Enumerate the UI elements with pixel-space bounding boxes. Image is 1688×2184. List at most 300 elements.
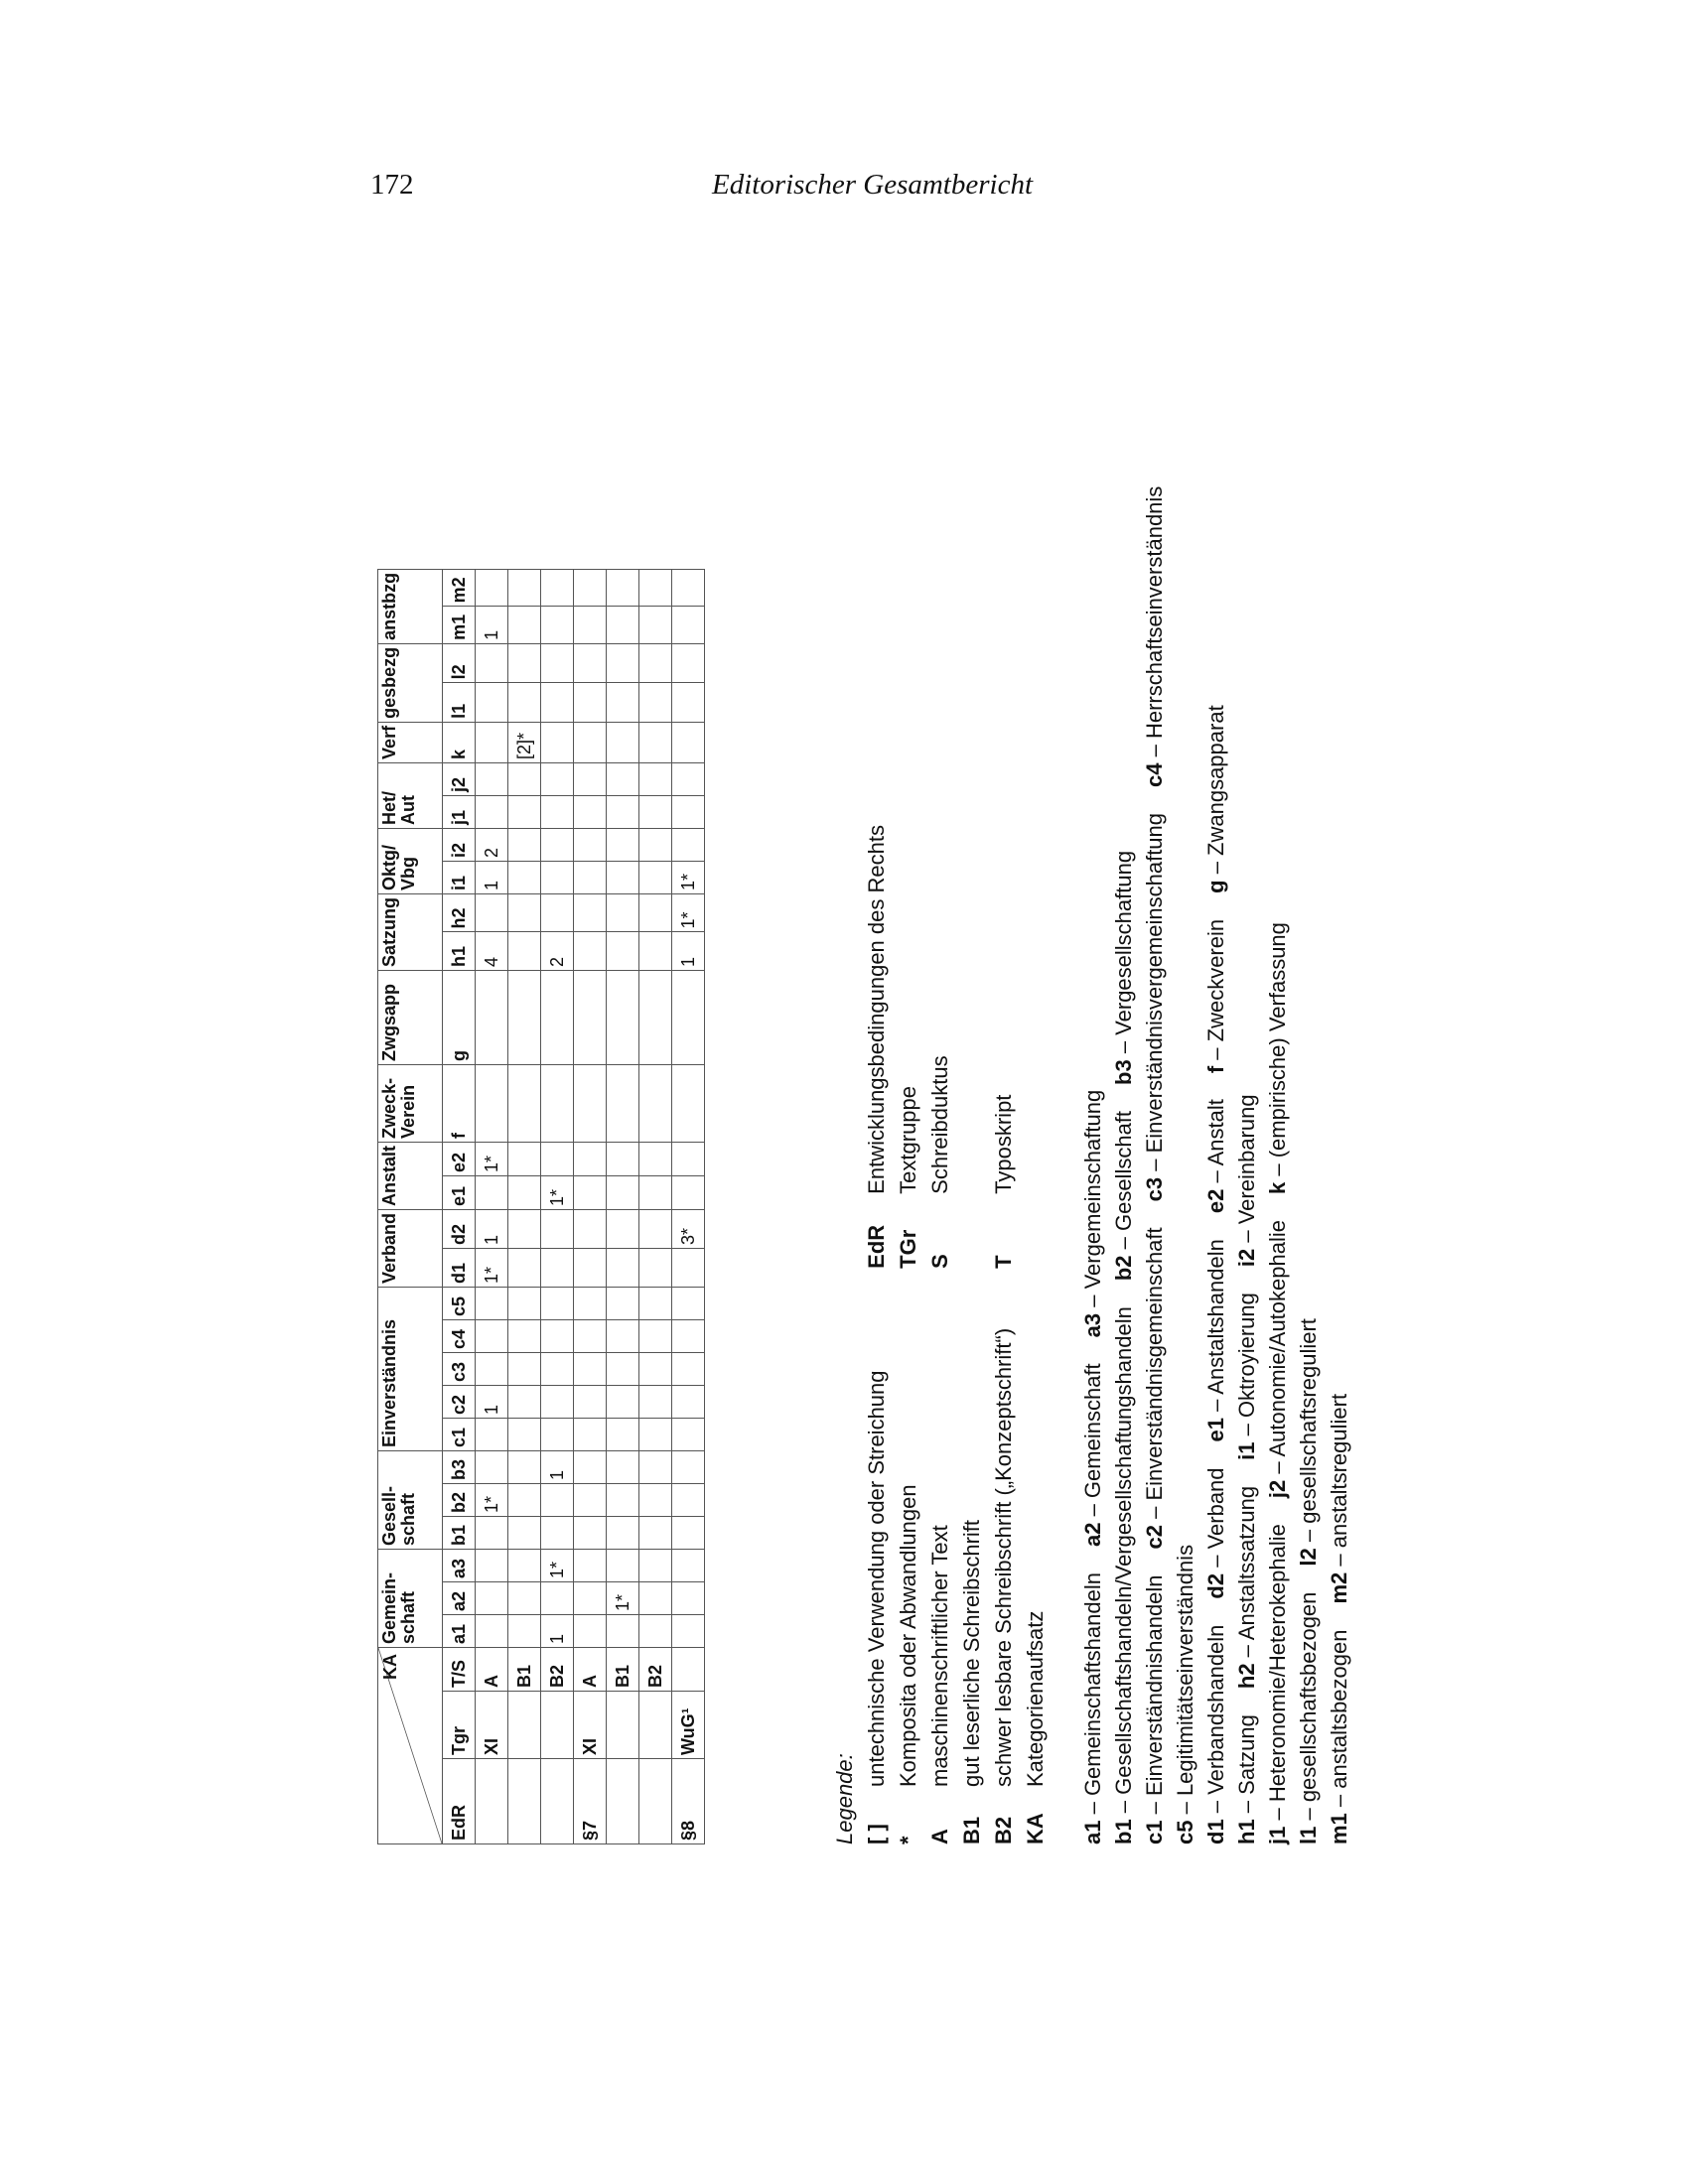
table-cell — [574, 1386, 607, 1419]
subcolumn-header: g — [443, 970, 476, 1064]
table-cell — [639, 1484, 672, 1517]
table-cell: 1 — [541, 1451, 574, 1484]
row-ts-cell: A — [476, 1648, 508, 1692]
category-key-code: f — [1203, 1065, 1228, 1074]
subcolumn-header: c3 — [443, 1353, 476, 1386]
row-ts-cell: B1 — [607, 1648, 639, 1692]
corner-ka-label: KA — [380, 1654, 400, 1680]
category-key-label: – Autonomie/Autokephalie — [1265, 1220, 1290, 1480]
group-header: Oktg/ Vbg — [378, 828, 443, 893]
table-cell — [541, 1288, 574, 1320]
table-cell — [574, 861, 607, 893]
table-cell: 1* — [476, 1248, 508, 1287]
row-ts-cell — [672, 1648, 705, 1692]
table-cell — [508, 970, 541, 1064]
table-cell — [541, 1582, 574, 1615]
table-cell — [607, 762, 639, 795]
category-key-label: – (empirische) Verfassung — [1265, 922, 1290, 1182]
table-cell — [639, 932, 672, 971]
table-cell — [476, 1615, 508, 1648]
table-cell — [574, 569, 607, 607]
table-cell — [607, 1451, 639, 1484]
table-cell — [508, 1484, 541, 1517]
subcolumn-header: m2 — [443, 569, 476, 607]
row-tgr-cell — [508, 1692, 541, 1759]
table-cell — [607, 1550, 639, 1582]
subcolumn-header: c1 — [443, 1419, 476, 1451]
row-header-label: EdR — [443, 1759, 476, 1844]
table-cell — [672, 1517, 705, 1550]
legend-symbol: B1 — [959, 1816, 984, 1844]
table-cell — [476, 762, 508, 795]
row-tgr-cell — [607, 1692, 639, 1759]
category-key-code: j1 — [1265, 1826, 1290, 1844]
table-cell — [476, 893, 508, 932]
table-cell — [607, 1175, 639, 1209]
group-header: anstbzg — [378, 569, 443, 643]
group-header: Einverständnis — [378, 1288, 443, 1451]
category-key-label: – Zweckverein — [1203, 918, 1228, 1066]
table-cell — [508, 569, 541, 607]
table-cell — [508, 1320, 541, 1353]
table-cell — [607, 1320, 639, 1353]
legend-symbol: TGr — [896, 1229, 920, 1269]
table-cell — [476, 1550, 508, 1582]
category-key-code: b1 — [1111, 1819, 1136, 1844]
table-cell — [508, 828, 541, 861]
table-cell — [508, 1615, 541, 1648]
table-cell — [541, 1419, 574, 1451]
table-cell — [574, 932, 607, 971]
table-cell — [508, 1451, 541, 1484]
subcolumn-header: j2 — [443, 762, 476, 795]
table-cell — [607, 893, 639, 932]
table-cell — [574, 1175, 607, 1209]
category-key-code: i2 — [1234, 1248, 1259, 1268]
table-cell — [607, 1209, 639, 1248]
legend-item — [1020, 1328, 1052, 1844]
row-ts-cell: B2 — [541, 1648, 574, 1692]
category-key-code: g — [1203, 880, 1228, 893]
row-edr-cell: §8 — [672, 1759, 705, 1844]
table-cell — [574, 1419, 607, 1451]
row-ts-cell: B2 — [639, 1648, 672, 1692]
table-cell — [639, 1320, 672, 1353]
table-cell — [541, 861, 574, 893]
table-cell — [672, 1288, 705, 1320]
table-cell — [541, 893, 574, 932]
legend-symbol — [956, 1194, 988, 1269]
table-cell — [508, 1582, 541, 1615]
legend-symbol: T — [991, 1255, 1016, 1269]
table-cell — [672, 722, 705, 762]
table-cell — [607, 970, 639, 1064]
table-cell: 1* — [541, 1550, 574, 1582]
table-cell — [639, 1582, 672, 1615]
legend-text: Textgruppe — [896, 1085, 920, 1194]
table-cell: 2 — [476, 828, 508, 861]
subcolumn-header: a3 — [443, 1550, 476, 1582]
table-cell — [639, 1209, 672, 1248]
subcolumn-header: a2 — [443, 1582, 476, 1615]
table-cell — [508, 1419, 541, 1451]
table-cell — [672, 643, 705, 683]
category-key-code: e2 — [1203, 1188, 1228, 1214]
table-cell — [607, 643, 639, 683]
table-cell — [541, 762, 574, 795]
row-edr-cell — [476, 1759, 508, 1844]
table-cell — [639, 683, 672, 723]
table-cell — [607, 607, 639, 644]
legend-item — [861, 1328, 893, 1844]
group-header: gesbezg — [378, 643, 443, 722]
row-edr-cell — [508, 1759, 541, 1844]
table-row — [574, 569, 607, 1843]
table-cell — [607, 795, 639, 828]
table-cell: 1* — [541, 1175, 574, 1209]
table-cell — [574, 722, 607, 762]
category-key-code: k — [1265, 1181, 1290, 1195]
table-cell — [607, 1142, 639, 1175]
subcolumn-header: h1 — [443, 932, 476, 971]
category-key — [1077, 256, 1354, 1844]
category-key-code: c5 — [1173, 1820, 1197, 1844]
table-cell: 1* — [476, 1142, 508, 1175]
row-tgr-cell — [541, 1692, 574, 1759]
table-cell: 1* — [672, 893, 705, 932]
row-tgr-cell — [639, 1692, 672, 1759]
table-cell — [672, 1175, 705, 1209]
table-cell — [541, 1209, 574, 1248]
table-cell — [672, 795, 705, 828]
row-edr-cell — [607, 1759, 639, 1844]
table-cell — [639, 1248, 672, 1287]
subcolumn-header: m1 — [443, 607, 476, 644]
subcolumn-header: e2 — [443, 1142, 476, 1175]
category-key-label: – Einverständnisvergemeinschaftung — [1142, 812, 1167, 1177]
table-cell — [574, 893, 607, 932]
table-cell — [541, 1064, 574, 1142]
legend-item — [988, 1328, 1020, 1844]
table-cell — [672, 1484, 705, 1517]
subcolumn-header: i1 — [443, 861, 476, 893]
table-cell: 1 — [476, 1386, 508, 1419]
table-cell — [639, 1353, 672, 1386]
category-line — [1262, 256, 1293, 1844]
table-cell — [574, 1353, 607, 1386]
table-cell — [574, 1209, 607, 1248]
category-key-label: – Gesellschaftshandeln/Vergesellschaftungshandeln — [1111, 1306, 1136, 1820]
legend-text — [956, 1188, 988, 1194]
category-key-code: b2 — [1111, 1255, 1136, 1282]
category-key-code: m1 — [1327, 1813, 1351, 1844]
legend-item — [924, 825, 956, 1269]
table-cell — [508, 1386, 541, 1419]
table-cell — [508, 1550, 541, 1582]
row-tgr-cell: XI — [574, 1692, 607, 1759]
table-cell — [476, 643, 508, 683]
table-row — [639, 569, 672, 1843]
subcolumn-header: c5 — [443, 1288, 476, 1320]
table-cell — [672, 683, 705, 723]
legend-text: untechnische Verwendung oder Streichung — [864, 1370, 889, 1787]
table-cell — [541, 1386, 574, 1419]
table-cell — [574, 1517, 607, 1550]
table-cell — [476, 1582, 508, 1615]
table-cell — [639, 1386, 672, 1419]
category-key-code: c2 — [1142, 1524, 1167, 1550]
table-cell — [607, 1064, 639, 1142]
table-cell — [541, 1517, 574, 1550]
table-cell — [607, 1419, 639, 1451]
category-line — [1139, 256, 1170, 1844]
table-cell — [672, 1386, 705, 1419]
table-cell — [574, 762, 607, 795]
category-key-code: c3 — [1142, 1176, 1167, 1202]
table-cell — [541, 1248, 574, 1287]
table-cell — [541, 683, 574, 723]
table-cell — [672, 1064, 705, 1142]
table-cell — [508, 1175, 541, 1209]
category-line — [1108, 256, 1139, 1844]
table-cell — [639, 1064, 672, 1142]
table-cell — [672, 607, 705, 644]
table-cell — [476, 1419, 508, 1451]
table-cell — [672, 970, 705, 1064]
table-cell — [574, 1064, 607, 1142]
category-line — [1077, 256, 1108, 1844]
category-key-label: – anstaltsbezogen — [1327, 1629, 1351, 1814]
table-cell — [476, 1517, 508, 1550]
table-row — [476, 569, 508, 1843]
table-cell — [607, 1484, 639, 1517]
table-cell — [639, 762, 672, 795]
table-cell — [574, 643, 607, 683]
table-cell — [476, 795, 508, 828]
category-key-label: – Einverständnisgemeinschaft — [1142, 1227, 1167, 1525]
subcolumn-header: f — [443, 1064, 476, 1142]
subcolumn-header: b1 — [443, 1517, 476, 1550]
table-cell — [672, 1550, 705, 1582]
category-key-label: – Verbandshandeln — [1203, 1624, 1228, 1820]
legend-symbol: S — [927, 1254, 952, 1269]
legend-text: Kategorienaufsatz — [1023, 1610, 1048, 1787]
table-cell — [541, 607, 574, 644]
table-cell — [639, 1175, 672, 1209]
table-cell — [476, 722, 508, 762]
table-cell — [508, 1142, 541, 1175]
category-key-label: – Anstalt — [1203, 1099, 1228, 1189]
table-cell — [508, 762, 541, 795]
category-key-label: – gesellschaftsbezogen — [1296, 1591, 1321, 1827]
statistics-table — [377, 569, 705, 1844]
table-cell — [476, 1451, 508, 1484]
group-header: Verf — [378, 722, 443, 762]
table-cell: [2]* — [508, 722, 541, 762]
table-cell — [574, 1615, 607, 1648]
legend-symbol: B2 — [991, 1816, 1016, 1844]
table-cell — [639, 970, 672, 1064]
subcolumn-header: c2 — [443, 1386, 476, 1419]
table-cell: 1* — [476, 1484, 508, 1517]
table-cell — [672, 1419, 705, 1451]
table-cell — [574, 1484, 607, 1517]
subcolumn-header: d2 — [443, 1209, 476, 1248]
table-cell — [508, 683, 541, 723]
subcolumn-header: l1 — [443, 683, 476, 723]
row-edr-cell — [639, 1759, 672, 1844]
row-tgr-cell: XI — [476, 1692, 508, 1759]
table-cell — [476, 1175, 508, 1209]
category-line — [1200, 256, 1231, 1844]
subcolumn-header: l2 — [443, 643, 476, 683]
group-header: Gemein- schaft — [378, 1550, 443, 1648]
running-title: Editorischer Gesamtbericht — [712, 169, 1033, 201]
legend-item — [988, 825, 1020, 1269]
table-cell — [639, 828, 672, 861]
row-header-label: T/S — [443, 1648, 476, 1692]
table-cell — [639, 1550, 672, 1582]
table-cell — [574, 828, 607, 861]
subcolumn-header: a1 — [443, 1615, 476, 1648]
legend-text: Typoskript — [991, 1094, 1016, 1194]
category-key-label: – Oktroyierung — [1234, 1293, 1259, 1442]
category-key-code: a3 — [1080, 1312, 1105, 1338]
category-key-code: c4 — [1142, 762, 1167, 787]
table-cell — [541, 569, 574, 607]
group-header: Satzung — [378, 893, 443, 970]
table-cell — [639, 1288, 672, 1320]
legend-item — [956, 1328, 988, 1844]
table-cell — [639, 607, 672, 644]
table-cell — [541, 795, 574, 828]
subcolumn-header: h2 — [443, 893, 476, 932]
table-cell — [607, 828, 639, 861]
subcolumn-header: c4 — [443, 1320, 476, 1353]
row-tgr-cell: WuG¹ — [672, 1692, 705, 1759]
legend-right-column — [861, 825, 1052, 1269]
table-cell — [541, 1320, 574, 1353]
table-cell — [574, 1142, 607, 1175]
legend-text: Komposita oder Abwandlungen — [896, 1484, 920, 1787]
category-key-code: e1 — [1203, 1417, 1228, 1442]
table-cell — [541, 1142, 574, 1175]
table-cell — [574, 1582, 607, 1615]
table-cell — [639, 1517, 672, 1550]
subcolumn-header: d1 — [443, 1248, 476, 1287]
table-cell — [508, 861, 541, 893]
table-cell: 1* — [672, 861, 705, 893]
category-key-label: – Satzung — [1234, 1714, 1259, 1820]
table-cell: 1 — [672, 932, 705, 971]
category-key-code: b3 — [1111, 1059, 1136, 1085]
category-key-label: – Vereinbarung — [1234, 1094, 1259, 1249]
category-key-code: d2 — [1203, 1572, 1228, 1599]
row-ts-cell: A — [574, 1648, 607, 1692]
rotated-content — [377, 246, 1351, 1844]
table-cell — [508, 1248, 541, 1287]
legend-item — [861, 825, 893, 1269]
category-line — [1324, 256, 1354, 1844]
table-cell — [639, 1451, 672, 1484]
table-cell — [574, 607, 607, 644]
category-key-code: i1 — [1234, 1441, 1259, 1460]
table-cell — [607, 1248, 639, 1287]
category-key-code: m2 — [1327, 1571, 1351, 1604]
table-cell — [508, 893, 541, 932]
category-key-label: – Zwangsapparat — [1203, 705, 1228, 881]
category-key-code: a1 — [1080, 1820, 1105, 1844]
table-cell — [639, 1615, 672, 1648]
category-key-code: l2 — [1296, 1548, 1321, 1567]
legend-symbol: EdR — [864, 1224, 889, 1269]
table-cell — [508, 932, 541, 971]
legend-item — [893, 1328, 924, 1844]
subcolumn-header: b2 — [443, 1484, 476, 1517]
table-cell — [508, 643, 541, 683]
category-key-code: d1 — [1203, 1819, 1228, 1844]
category-line — [1231, 256, 1262, 1844]
table-cell: 3* — [672, 1209, 705, 1248]
group-header: Zweck- Verein — [378, 1064, 443, 1142]
subcolumn-header: b3 — [443, 1451, 476, 1484]
legend-text: schwer lesbare Schreibschrift („Konzeptschrift“) — [991, 1327, 1016, 1787]
table-cell — [639, 569, 672, 607]
table-cell — [508, 1209, 541, 1248]
legend-symbol: [ ] — [864, 1824, 889, 1844]
table-cell: 1 — [476, 607, 508, 644]
legend-text: Entwicklungsbedingungen des Rechts — [864, 825, 889, 1194]
table-cell — [541, 828, 574, 861]
corner-header — [378, 1648, 443, 1844]
group-header: Anstalt — [378, 1142, 443, 1209]
category-key-code: l1 — [1296, 1826, 1321, 1844]
table-cell — [508, 1517, 541, 1550]
legend-item — [893, 825, 924, 1269]
table-cell — [607, 932, 639, 971]
row-ts-cell: B1 — [508, 1648, 541, 1692]
category-line — [1293, 256, 1324, 1844]
table-cell — [541, 970, 574, 1064]
table-cell — [672, 1353, 705, 1386]
table-cell — [639, 722, 672, 762]
table-cell — [607, 1615, 639, 1648]
category-key-label: – anstaltsreguliert — [1327, 1393, 1351, 1572]
category-key-label: – Verband — [1203, 1467, 1228, 1573]
legend-symbol: A — [927, 1829, 952, 1844]
group-header: Zwgsapp — [378, 970, 443, 1064]
table-cell — [672, 1451, 705, 1484]
table-cell: 1* — [607, 1582, 639, 1615]
table-cell — [476, 1320, 508, 1353]
legend-left-column — [861, 1328, 1052, 1844]
category-key-code: h1 — [1234, 1819, 1259, 1844]
legend-text: Schreibduktus — [927, 1055, 952, 1194]
category-key-label: – Einverständnishandeln — [1142, 1574, 1167, 1821]
table-cell — [476, 970, 508, 1064]
subcolumn-header: k — [443, 722, 476, 762]
table-cell: 1 — [476, 861, 508, 893]
table-cell — [607, 1517, 639, 1550]
table-cell — [639, 1419, 672, 1451]
category-key-label: – Legitimitätseinverständnis — [1173, 1544, 1197, 1821]
category-key-code: c1 — [1142, 1820, 1167, 1844]
table-cell — [476, 569, 508, 607]
table-cell — [508, 795, 541, 828]
table-cell — [639, 643, 672, 683]
row-edr-cell: §7 — [574, 1759, 607, 1844]
table-cell — [672, 569, 705, 607]
